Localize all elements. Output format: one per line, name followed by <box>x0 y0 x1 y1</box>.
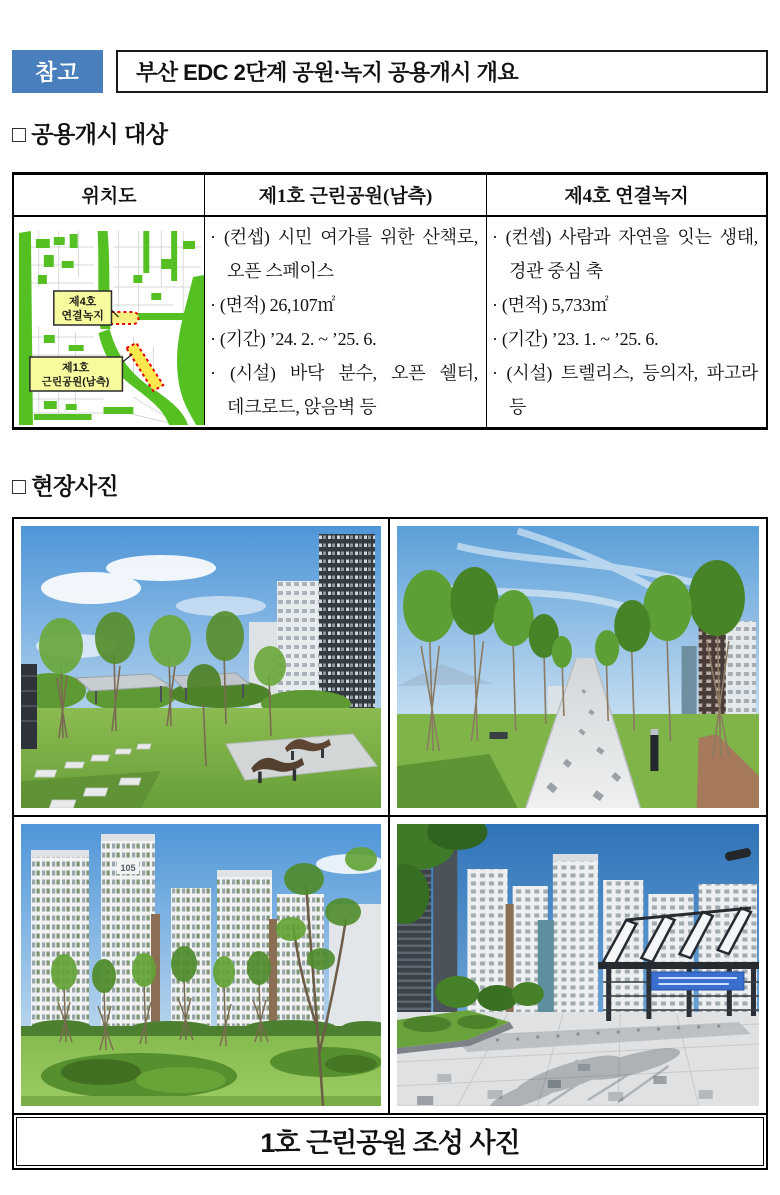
park1-facilities: · (시설) 바닥 분수, 오픈 쉘터, 데크로드, 앉음벽 등 <box>210 363 478 417</box>
white-tower <box>726 621 756 729</box>
green4-concept: · (컨셉) 사람과 자연을 잇는 생태, 경관 중심 축 <box>492 227 758 281</box>
park1-details <box>205 217 487 427</box>
photo-cell-4 <box>390 817 766 1113</box>
reference-badge: 참고 <box>12 50 103 93</box>
section-heading-open-targets: □ 공용개시 대상 <box>12 121 168 147</box>
photo-table <box>12 517 768 1170</box>
green4-area: · (면적) 5,733㎡ <box>492 295 609 315</box>
photo-caption: 1호 근린공원 조성 사진 <box>16 1117 764 1166</box>
map-label-park1-line2: 근린공원(남측) <box>41 376 110 389</box>
photo-caption-row <box>14 1113 766 1168</box>
photo-park-loungers <box>21 526 381 808</box>
col-header-park1: 제1호 근린공원(남측) <box>205 175 487 217</box>
photo-plaza-pergola <box>397 824 759 1106</box>
banner <box>651 972 744 990</box>
location-map-image <box>14 217 204 425</box>
photo-cell-3 <box>14 817 390 1113</box>
bench <box>490 732 508 739</box>
green4-details <box>487 217 766 427</box>
document-page <box>0 50 780 1170</box>
park1-period: · (기간) ’24. 2. ~ ’25. 6. <box>210 329 377 349</box>
location-map <box>14 217 205 425</box>
location-table <box>12 172 768 430</box>
photo-cell-1 <box>14 519 390 817</box>
building-number-label: 105 <box>120 863 136 873</box>
section-heading-site-photos: □ 현장사진 <box>12 473 119 499</box>
map-label-park1 <box>30 357 123 391</box>
photo-cell-2 <box>390 519 766 817</box>
park1-concept: · (컨셉) 시민 여가를 위한 산책로, 오픈 스페이스 <box>210 227 478 281</box>
photo-lawn-apartments <box>21 824 381 1106</box>
header <box>12 50 768 93</box>
bollard-light <box>650 729 658 771</box>
map-label-green4 <box>54 291 112 325</box>
map-label-green4-line2: 연결녹지 <box>61 309 104 323</box>
col-header-location-map: 위치도 <box>14 175 205 217</box>
photo-grid <box>14 519 766 1113</box>
map-label-park1-line1: 제1호 <box>62 361 90 375</box>
col-header-green4: 제4호 연결녹지 <box>487 175 766 217</box>
photo-tree-lined-walkway <box>397 526 759 808</box>
green4-period: · (기간) ’23. 1. ~ ’25. 6. <box>492 329 659 349</box>
document-title: 부산 EDC 2단계 공원·녹지 공용개시 개요 <box>116 50 768 93</box>
park1-area: · (면적) 26,107㎡ <box>210 295 336 315</box>
green4-facilities: · (시설) 트렐리스, 등의자, 파고라 등 <box>492 363 758 417</box>
map-label-green4-line1: 제4호 <box>69 295 97 309</box>
left-trellis <box>21 664 37 749</box>
